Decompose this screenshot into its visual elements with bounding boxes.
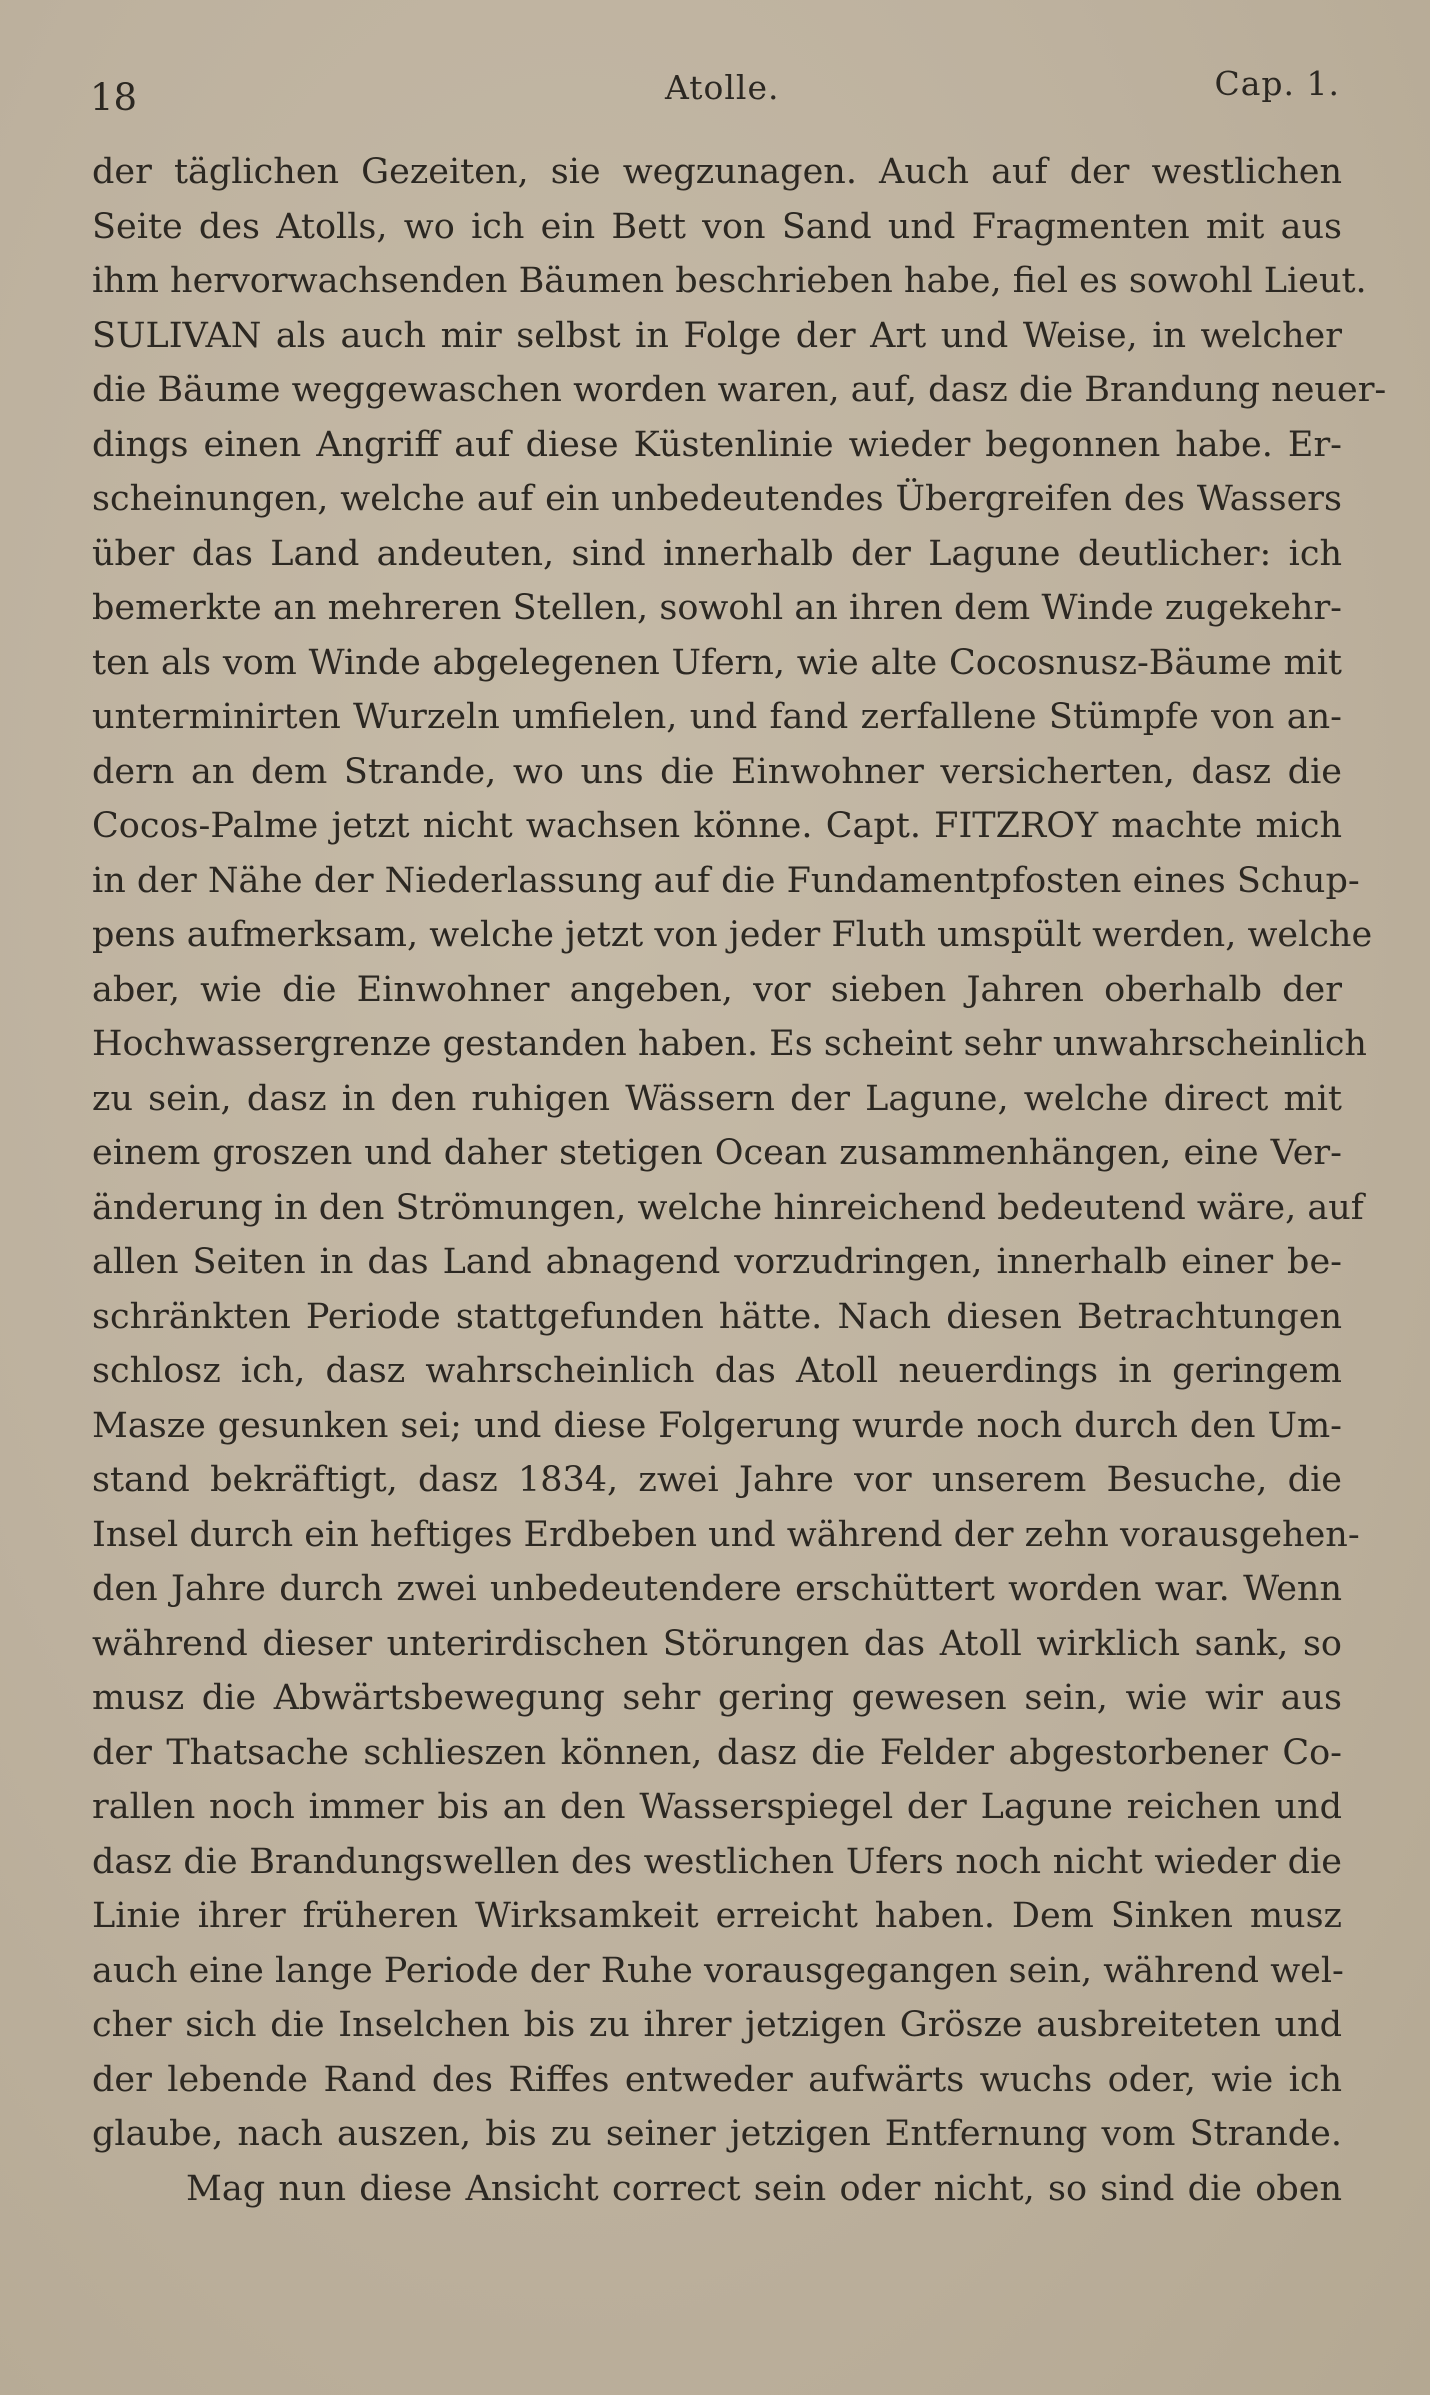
text-line: Linie ihrer früheren Wirksamkeit erreicht haben. Dem Sinken musz [92, 1896, 1342, 1936]
text-line: in der Nähe der Niederlassung auf die Fundamentpfosten eines Schup- [92, 860, 1360, 901]
text-line: Mag nun diese Ansicht correct sein oder nicht, so sind die oben [186, 2168, 1342, 2209]
text-line: die Bäume weggewaschen worden waren, auf, dasz die Brandung neuer- [92, 370, 1387, 410]
running-title: Atolle. [665, 68, 780, 107]
text-line: schränkten Periode stattgefunden hätte. Nach diesen Betrachtungen [92, 1296, 1342, 1337]
text-line: Masze gesunken sei; und diese Folgerung wurde noch durch den Um- [92, 1405, 1342, 1446]
body-text [92, 145, 1387, 2216]
text-line: der täglichen Gezeiten, sie wegzunagen. Auch auf der westlichen [92, 152, 1342, 192]
text-line: glaube, nach auszen, bis zu seiner jetzigen Entfernung vom Strande. [92, 2114, 1342, 2154]
text-line: Hochwassergrenze gestanden haben. Es scheint sehr unwahrscheinlich [92, 1024, 1367, 1064]
text-line: zu sein, dasz in den ruhigen Wässern der Lagune, welche direct mit [92, 1078, 1342, 1119]
text-line: unterminirten Wurzeln umfielen, und fand zerfallene Stümpfe von an- [92, 697, 1342, 737]
text-line: während dieser unterirdischen Störungen das Atoll wirklich sank, so [92, 1623, 1342, 1664]
text-line: scheinungen, welche auf ein unbedeutendes Übergreifen des Wassers [92, 479, 1342, 519]
text-line: bemerkte an mehreren Stellen, sowohl an ihren dem Winde zugekehr- [92, 588, 1342, 628]
text-line: musz die Abwärtsbewegung sehr gering gewesen sein, wie wir aus [92, 1678, 1342, 1718]
chapter-label: Cap. 1. [1214, 64, 1340, 103]
text-line: dern an dem Strande, wo uns die Einwohner versicherten, dasz die [92, 751, 1342, 792]
text-line: auch eine lange Periode der Ruhe vorausgegangen sein, während wel- [92, 1950, 1344, 1991]
text-line: der Thatsache schlieszen können, dasz die Felder abgestorbener Co- [92, 1732, 1342, 1773]
text-line: änderung in den Strömungen, welche hinreichend bedeutend wäre, auf [92, 1187, 1364, 1228]
text-line: Seite des Atolls, wo ich ein Bett von Sand und Fragmenten mit aus [92, 206, 1342, 247]
text-line: Cocos-Palme jetzt nicht wachsen könne. Capt. FITZROY machte mich [92, 806, 1342, 846]
text-line: cher sich die Inselchen bis zu ihrer jetzigen Grösze ausbreiteten und [92, 2005, 1342, 2045]
page-header [90, 64, 1340, 119]
text-line: rallen noch immer bis an den Wasserspiegel der Lagune reichen und [92, 1787, 1342, 1827]
text-line: den Jahre durch zwei unbedeutendere erschüttert worden war. Wenn [92, 1569, 1342, 1609]
text-line: stand bekräftigt, dasz 1834, zwei Jahre vor unserem Besuche, die [92, 1460, 1342, 1500]
text-line: allen Seiten in das Land abnagend vorzudringen, innerhalb einer be- [92, 1242, 1342, 1282]
text-line: dasz die Brandungswellen des westlichen Ufers noch nicht wieder die [92, 1841, 1342, 1882]
text-line: dings einen Angriff auf diese Küstenlinie wieder begonnen habe. Er- [92, 424, 1342, 465]
text-line: über das Land andeuten, sind innerhalb der Lagune deutlicher: ich [92, 533, 1342, 574]
text-line: ihm hervorwachsenden Bäumen beschrieben habe, fiel es sowohl Lieut. [92, 261, 1367, 301]
text-line: einem groszen und daher stetigen Ocean zusammenhängen, eine Ver- [92, 1133, 1342, 1173]
text-line: SULIVAN als auch mir selbst in Folge der Art und Weise, in welcher [92, 315, 1342, 356]
page-number: 18 [90, 76, 138, 119]
text-line: schlosz ich, dasz wahrscheinlich das Atoll neuerdings in geringem [92, 1351, 1342, 1391]
text-line: Insel durch ein heftiges Erdbeben und während der zehn vorausgehen- [92, 1514, 1360, 1555]
text-line: der lebende Rand des Riffes entweder aufwärts wuchs oder, wie ich [92, 2059, 1342, 2100]
text-line: aber, wie die Einwohner angeben, vor sieben Jahren oberhalb der [92, 969, 1342, 1010]
text-line: pens aufmerksam, welche jetzt von jeder Fluth umspült werden, welche [92, 915, 1373, 955]
text-line: ten als vom Winde abgelegenen Ufern, wie alte Cocosnusz-Bäume mit [92, 642, 1342, 683]
